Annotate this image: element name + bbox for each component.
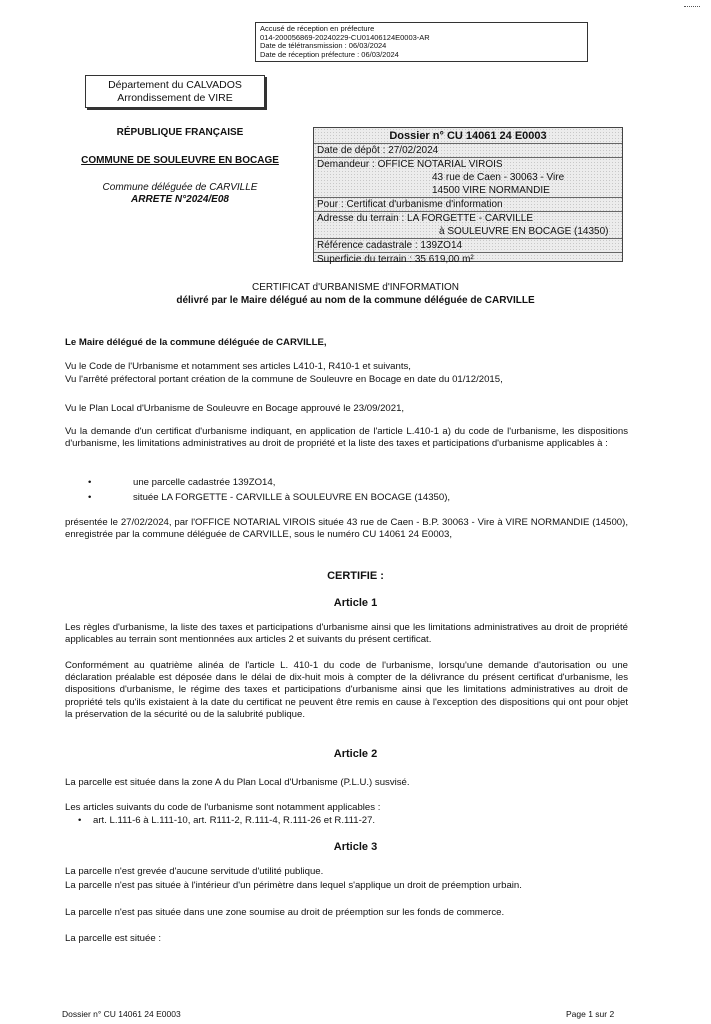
arrondissement-name: Arrondissement de VIRE bbox=[117, 92, 233, 104]
bullet-text: une parcelle cadastrée 139ZO14, bbox=[133, 477, 276, 488]
reception-stamp bbox=[255, 22, 588, 62]
article-3-paragraph-3: La parcelle n'est pas située dans une zone soumise au droit de préemption sur les fonds de commerce. bbox=[65, 907, 505, 918]
bullet-text: art. L.111-6 à L.111-10, art. R111-2, R.111-4, R.111-26 et R.111-27. bbox=[93, 815, 376, 826]
article-2-heading: Article 2 bbox=[333, 748, 378, 760]
article-2-paragraph-1: La parcelle est située dans la zone A du Plan Local d'Urbanisme (P.L.U.) susvisé. bbox=[65, 777, 410, 788]
bullet-dot: • bbox=[88, 477, 92, 488]
article-3-paragraph-2: La parcelle n'est pas située à l'intérieur d'un périmètre dans lequel s'applique un droit de préemption urbain. bbox=[65, 880, 522, 891]
scan-mark bbox=[684, 6, 700, 9]
applicant-address: 43 rue de Caen - 30063 - Vire bbox=[432, 172, 565, 183]
dossier-info-box bbox=[313, 127, 623, 265]
article-1-heading: Article 1 bbox=[333, 597, 378, 609]
delegated-commune: Commune déléguée de CARVILLE bbox=[102, 182, 258, 193]
vu-demande: Vu la demande d'un certificat d'urbanisme indiquant, en application de l'article L.410-1 a) du code de l'urbanisme, les dispositions d'urbanisme, les limitations administratives au droit de propriété et la liste des taxes et participations d'urbanisme applicables à : bbox=[65, 426, 628, 450]
article-2-paragraph-2: Les articles suivants du code de l'urbanisme sont notamment applicables : bbox=[65, 802, 381, 813]
article-3-paragraph-4: La parcelle est située : bbox=[65, 933, 161, 944]
footer-dossier-number: Dossier n° CU 14061 24 E0003 bbox=[62, 1009, 181, 1019]
cadastral-reference: Référence cadastrale : 139ZO14 bbox=[314, 238, 622, 252]
list-item bbox=[88, 492, 608, 503]
certifie-heading: CERTIFIE : bbox=[327, 570, 384, 582]
article-3-heading: Article 3 bbox=[333, 841, 378, 853]
stamp-line: Accusé de réception en préfecture bbox=[260, 24, 375, 33]
stamp-line: Date de réception préfecture : 06/03/2024 bbox=[260, 49, 399, 59]
footer-page-number: Page 1 sur 2 bbox=[566, 1009, 615, 1019]
bullet-dot: • bbox=[78, 815, 82, 826]
department-name: Département du CALVADOS bbox=[108, 79, 242, 91]
certificate-subtitle: délivré par le Maire délégué au nom de la commune déléguée de CARVILLE bbox=[176, 295, 535, 306]
applicant: Demandeur : OFFICE NOTARIAL VIROIS bbox=[314, 157, 622, 171]
land-area: Superficie du terrain : 35 619,00 m² bbox=[314, 252, 622, 266]
bullet-text: située LA FORGETTE - CARVILLE à SOULEUVRE EN BOCAGE (14350), bbox=[133, 492, 451, 503]
article-1-paragraph-2: Conformément au quatrième alinéa de l'article L. 410-1 du code de l'urbanisme, lorsqu'une demande d'autorisation ou une déclaration préalable est déposée dans le délai de dix-huit mois à compter de la délivrance du présent certificat d'urbanisme, les dispositions d'urbanisme, le régime des taxes et participations d'urbanisme ainsi que les limitations administratives au droit de propriété tels qu'ils existaient à la date du certificat ne peuvent être remis en cause à l'exception des dispositions qui ont pour objet la préservation de la sécurité ou de la salubrité publique. bbox=[65, 660, 628, 720]
request-purpose: Pour : Certificat d'urbanisme d'information bbox=[314, 197, 622, 211]
article-1-paragraph-1: Les règles d'urbanisme, la liste des taxes et participations d'urbanisme ainsi que les limitations administratives au droit de propriété applicables au terrain sont mentionnées aux articles 2 et suivants du présent certificat. bbox=[65, 622, 628, 646]
dossier-title: Dossier n° CU 14061 24 E0003 bbox=[389, 130, 547, 142]
applicant-city: 14500 VIRE NORMANDIE bbox=[432, 185, 550, 196]
stamp-line: 014-200056869-20240229-CU01406124E0003-AR bbox=[260, 32, 430, 42]
deposit-date: Date de dépôt : 27/02/2024 bbox=[314, 143, 622, 157]
land-address: Adresse du terrain : LA FORGETTE - CARVILLE bbox=[314, 211, 622, 225]
vu-code: Vu le Code de l'Urbanisme et notamment ses articles L410-1, R410-1 et suivants, bbox=[65, 361, 411, 372]
certificate-title: CERTIFICAT d'URBANISME d'INFORMATION bbox=[252, 282, 459, 293]
presentee-paragraph: présentée le 27/02/2024, par l'OFFICE NOTARIAL VIROIS située 43 rue de Caen - B.P. 30063 - Vire à VIRE NORMANDIE (14500), enregistrée par la commune déléguée de CARVILLE, sous le numéro CU 14061 24 E0003, bbox=[65, 517, 628, 541]
article-3-paragraph-1: La parcelle n'est grevée d'aucune servitude d'utilité publique. bbox=[65, 866, 324, 877]
vu-arrete: Vu l'arrêté préfectoral portant création de la commune de Souleuvre en Bocage en date du 01/12/2015, bbox=[65, 374, 503, 385]
vu-plu: Vu le Plan Local d'Urbanisme de Souleuvre en Bocage approuvé le 23/09/2021, bbox=[65, 403, 405, 414]
arrete-number: ARRETE N°2024/E08 bbox=[131, 194, 229, 205]
stamp-line: Date de télétransmission : 06/03/2024 bbox=[260, 41, 387, 51]
bullet-dot: • bbox=[88, 492, 92, 503]
republic-heading: RÉPUBLIQUE FRANÇAISE bbox=[116, 127, 244, 138]
land-address-city: à SOULEUVRE EN BOCAGE (14350) bbox=[439, 226, 609, 237]
mayor-intro: Le Maire délégué de la commune déléguée de CARVILLE, bbox=[65, 337, 327, 348]
list-item bbox=[88, 477, 608, 488]
commune-heading: COMMUNE DE SOULEUVRE EN BOCAGE bbox=[81, 155, 279, 166]
list-item bbox=[78, 815, 618, 826]
department-box bbox=[85, 75, 265, 108]
